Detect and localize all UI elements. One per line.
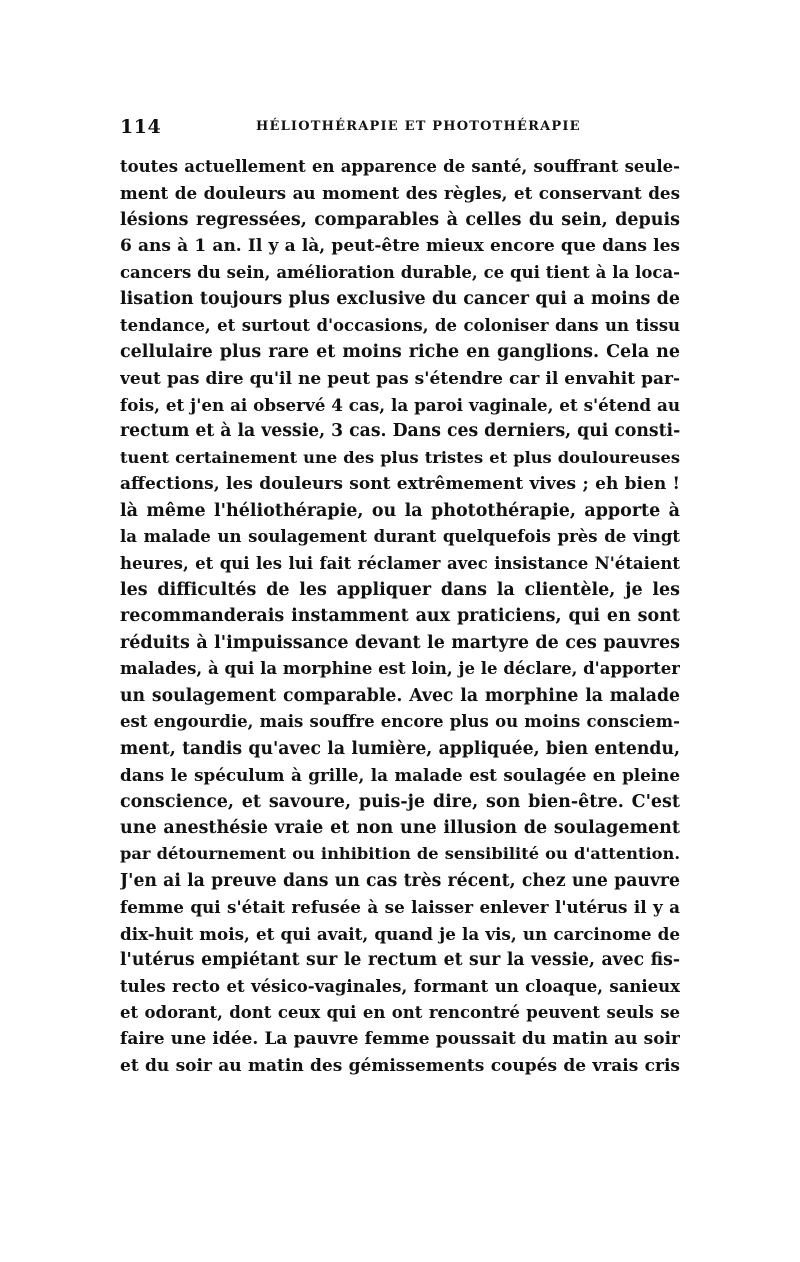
running-title: HÉLIOTHÉRAPIE ET PHOTOTHÉRAPIE	[256, 119, 581, 134]
page-number: 114	[120, 116, 162, 138]
text-line: lésions regressées, comparables à celles du sein, depuis	[120, 209, 680, 230]
text-line: là même l'héliothérapie, ou la photothérapie, apporte à	[120, 500, 680, 521]
text-line: un soulagement comparable. Avec la morphine la malade	[120, 685, 680, 706]
text-line: une anesthésie vraie et non une illusion de soulagement	[120, 817, 680, 838]
text-line: la malade un soulagement durant quelquefois près de vingt	[120, 527, 680, 547]
text-line: tules recto et vésico-vaginales, formant un cloaque, sanieux	[120, 976, 680, 996]
text-line: ment de douleurs au moment des règles, et conservant des	[120, 183, 680, 204]
text-line: cancers du sein, amélioration durable, ce qui tient à la loca-	[120, 262, 680, 282]
text-line: faire une idée. La pauvre femme poussait du matin au soir	[120, 1029, 680, 1050]
text-line: heures, et qui les lui fait réclamer avec insistance N'étaient	[120, 553, 680, 573]
text-line: réduits à l'impuissance devant le martyre de ces pauvres	[120, 632, 680, 653]
text-line: dix-huit mois, et qui avait, quand je la vis, un carcinome de	[120, 923, 680, 944]
text-line: J'en ai la preuve dans un cas très récent, chez une pauvre	[120, 870, 680, 891]
text-line: les difficultés de les appliquer dans la clientèle, je les	[120, 580, 680, 600]
text-line: cellulaire plus rare et moins riche en ganglions. Cela ne	[120, 342, 680, 363]
text-line: l'utérus empiétant sur le rectum et sur la vessie, avec fis-	[120, 950, 680, 971]
text-line: et odorant, dont ceux qui en ont rencontré peuvent seuls se	[120, 1003, 680, 1022]
text-line: affections, les douleurs sont extrêmement vives ; eh bien !	[120, 474, 680, 495]
text-line: lisation toujours plus exclusive du cancer qui a moins de	[120, 289, 680, 310]
text-line: femme qui s'était refusée à se laisser enlever l'utérus il y a	[120, 897, 680, 918]
text-line: fois, et j'en ai observé 4 cas, la paroi vaginale, et s'étend au	[120, 394, 680, 415]
text-line: malades, à qui la morphine est loin, je le déclare, d'apporter	[120, 659, 680, 679]
text-line: 6 ans à 1 an. Il y a là, peut-être mieux encore que dans les	[120, 236, 680, 257]
text-line: conscience, et savoure, puis-je dire, son bien-être. C'est	[120, 791, 680, 812]
text-line: ment, tandis qu'avec la lumière, appliquée, bien entendu,	[120, 738, 680, 759]
text-line: tuent certainement une des plus tristes et plus douloureuses	[120, 447, 680, 467]
body-text	[120, 154, 680, 1079]
text-line: veut pas dire qu'il ne peut pas s'étendre car il envahit par-	[120, 368, 680, 389]
text-line: recommanderais instamment aux praticiens, qui en sont	[120, 606, 680, 627]
text-line: dans le spéculum à grille, la malade est soulagée en pleine	[120, 765, 680, 786]
text-line: par détournement ou inhibition de sensibilité ou d'attention.	[120, 844, 680, 864]
text-line: rectum et à la vessie, 3 cas. Dans ces derniers, qui consti-	[120, 421, 680, 442]
text-line: tendance, et surtout d'occasions, de coloniser dans un tissu	[120, 315, 680, 335]
text-line: et du soir au matin des gémissements coupés de vrais cris	[120, 1055, 680, 1076]
running-head	[120, 116, 680, 142]
text-line: est engourdie, mais souffre encore plus ou moins consciem-	[120, 712, 680, 732]
text-line: toutes actuellement en apparence de santé, souffrant seule-	[120, 157, 680, 176]
